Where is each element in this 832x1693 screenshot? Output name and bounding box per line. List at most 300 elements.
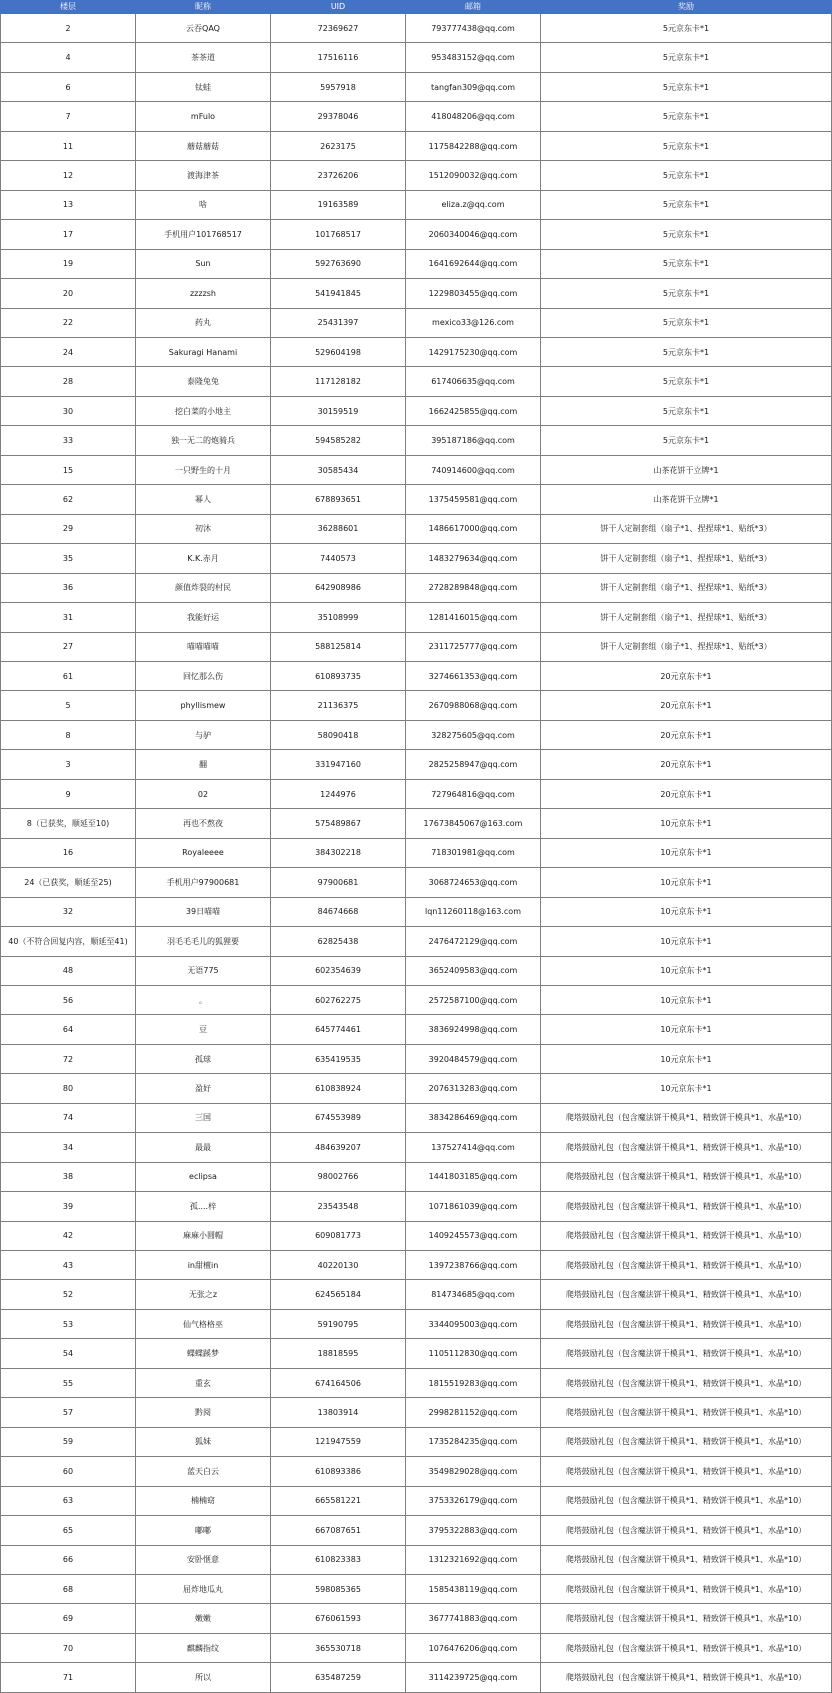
cell-uid: 30159519 [271, 396, 406, 425]
cell-uid: 667087651 [271, 1516, 406, 1545]
table-row [1, 337, 832, 366]
cell-uid: 384302218 [271, 838, 406, 867]
cell-email: 3834286469@qq.com [406, 1103, 541, 1132]
cell-uid: 2623175 [271, 131, 406, 160]
cell-floor: 43 [1, 1251, 136, 1280]
cell-floor: 72 [1, 1044, 136, 1073]
cell-nickname: 羽毛毛毛儿的狐狸要 [136, 927, 271, 956]
cell-floor: 12 [1, 161, 136, 190]
cell-email: 2476472129@qq.com [406, 927, 541, 956]
cell-nickname: 最最 [136, 1133, 271, 1162]
cell-prize: 5元京东卡*1 [541, 72, 832, 101]
cell-email: tangfan309@qq.com [406, 72, 541, 101]
cell-floor: 68 [1, 1575, 136, 1604]
cell-uid: 602354639 [271, 956, 406, 985]
cell-floor: 28 [1, 367, 136, 396]
cell-nickname: 初沐 [136, 514, 271, 543]
cell-prize: 5元京东卡*1 [541, 14, 832, 43]
cell-prize: 10元京东卡*1 [541, 809, 832, 838]
cell-nickname: 屈炸地瓜丸 [136, 1575, 271, 1604]
cell-uid: 1244976 [271, 779, 406, 808]
cell-uid: 13803914 [271, 1398, 406, 1427]
cell-uid: 529604198 [271, 337, 406, 366]
cell-floor: 36 [1, 573, 136, 602]
table-row [1, 838, 832, 867]
cell-prize: 爬塔鼓励礼包（包含魔法饼干模具*1、精致饼干模具*1、水晶*10） [541, 1133, 832, 1162]
cell-email: 814734685@qq.com [406, 1280, 541, 1309]
cell-nickname: 手机用户97900681 [136, 868, 271, 897]
cell-prize: 5元京东卡*1 [541, 131, 832, 160]
cell-email: 793777438@qq.com [406, 14, 541, 43]
cell-floor: 32 [1, 897, 136, 926]
cell-uid: 665581221 [271, 1486, 406, 1515]
cell-prize: 10元京东卡*1 [541, 1015, 832, 1044]
cell-prize: 爬塔鼓励礼包（包含魔法饼干模具*1、精致饼干模具*1、水晶*10） [541, 1280, 832, 1309]
cell-email: 3920484579@qq.com [406, 1044, 541, 1073]
table-row [1, 1133, 832, 1162]
cell-prize: 5元京东卡*1 [541, 43, 832, 72]
table-row [1, 1309, 832, 1338]
table-row [1, 1251, 832, 1280]
table-row [1, 426, 832, 455]
cell-uid: 29378046 [271, 102, 406, 131]
cell-prize: 爬塔鼓励礼包（包含魔法饼干模具*1、精致饼干模具*1、水晶*10） [541, 1339, 832, 1368]
cell-prize: 爬塔鼓励礼包（包含魔法饼干模具*1、精致饼干模具*1、水晶*10） [541, 1516, 832, 1545]
cell-prize: 爬塔鼓励礼包（包含魔法饼干模具*1、精致饼干模具*1、水晶*10） [541, 1633, 832, 1662]
header-prize: 奖励 [541, 1, 832, 14]
cell-prize: 爬塔鼓励礼包（包含魔法饼干模具*1、精致饼干模具*1、水晶*10） [541, 1309, 832, 1338]
cell-nickname: 豆 [136, 1015, 271, 1044]
cell-prize: 20元京东卡*1 [541, 750, 832, 779]
cell-email: 17673845067@163.com [406, 809, 541, 838]
cell-email: 3795322883@qq.com [406, 1516, 541, 1545]
cell-email: 1735284235@qq.com [406, 1427, 541, 1456]
cell-uid: 610893386 [271, 1457, 406, 1486]
table-row [1, 927, 832, 956]
cell-nickname: 独一无二的炮骑兵 [136, 426, 271, 455]
cell-email: eliza.z@qq.com [406, 190, 541, 219]
cell-floor: 60 [1, 1457, 136, 1486]
cell-floor: 17 [1, 220, 136, 249]
cell-email: 137527414@qq.com [406, 1133, 541, 1162]
header-row [1, 1, 832, 14]
cell-uid: 365530718 [271, 1633, 406, 1662]
cell-uid: 23726206 [271, 161, 406, 190]
cell-uid: 35108999 [271, 603, 406, 632]
cell-floor: 64 [1, 1015, 136, 1044]
cell-prize: 5元京东卡*1 [541, 308, 832, 337]
table-row [1, 308, 832, 337]
cell-nickname: 幂人 [136, 485, 271, 514]
cell-prize: 山茶花饼干立牌*1 [541, 455, 832, 484]
cell-email: 2572587100@qq.com [406, 985, 541, 1014]
table-row [1, 1368, 832, 1397]
cell-floor: 13 [1, 190, 136, 219]
cell-prize: 5元京东卡*1 [541, 190, 832, 219]
cell-prize: 10元京东卡*1 [541, 985, 832, 1014]
cell-prize: 爬塔鼓励礼包（包含魔法饼干模具*1、精致饼干模具*1、水晶*10） [541, 1221, 832, 1250]
cell-prize: 10元京东卡*1 [541, 927, 832, 956]
cell-nickname: 我能好运 [136, 603, 271, 632]
cell-floor: 80 [1, 1074, 136, 1103]
header-email: 邮箱 [406, 1, 541, 14]
cell-email: 740914600@qq.com [406, 455, 541, 484]
table-row [1, 514, 832, 543]
cell-email: lqn11260118@163.com [406, 897, 541, 926]
cell-uid: 98002766 [271, 1162, 406, 1191]
cell-prize: 5元京东卡*1 [541, 337, 832, 366]
table-row [1, 1604, 832, 1633]
cell-floor: 54 [1, 1339, 136, 1368]
cell-nickname: 啥 [136, 190, 271, 219]
cell-uid: 592763690 [271, 249, 406, 278]
cell-uid: 19163589 [271, 190, 406, 219]
cell-uid: 635487259 [271, 1663, 406, 1692]
cell-email: 2060340046@qq.com [406, 220, 541, 249]
cell-prize: 10元京东卡*1 [541, 1044, 832, 1073]
cell-email: 617406635@qq.com [406, 367, 541, 396]
cell-email: 3677741883@qq.com [406, 1604, 541, 1633]
table-body [1, 14, 832, 1693]
cell-uid: 610893735 [271, 661, 406, 690]
cell-prize: 5元京东卡*1 [541, 249, 832, 278]
table-row [1, 1015, 832, 1044]
cell-uid: 7440573 [271, 544, 406, 573]
cell-uid: 23543548 [271, 1192, 406, 1221]
cell-email: 1409245573@qq.com [406, 1221, 541, 1250]
cell-uid: 117128182 [271, 367, 406, 396]
table-row [1, 956, 832, 985]
cell-email: 1105112830@qq.com [406, 1339, 541, 1368]
table-row [1, 691, 832, 720]
table-row [1, 1192, 832, 1221]
table-row [1, 131, 832, 160]
cell-uid: 645774461 [271, 1015, 406, 1044]
cell-nickname: 无张之z [136, 1280, 271, 1309]
cell-nickname: 挖白菜的小地主 [136, 396, 271, 425]
cell-nickname: K.K.赤月 [136, 544, 271, 573]
cell-nickname: 嫩嫩 [136, 1604, 271, 1633]
cell-email: 1076476206@qq.com [406, 1633, 541, 1662]
cell-uid: 59190795 [271, 1309, 406, 1338]
cell-nickname: 云吞QAQ [136, 14, 271, 43]
cell-prize: 10元京东卡*1 [541, 897, 832, 926]
cell-email: 2825258947@qq.com [406, 750, 541, 779]
table-row [1, 1103, 832, 1132]
cell-nickname: 泰隆兔兔 [136, 367, 271, 396]
cell-floor: 4 [1, 43, 136, 72]
table-row [1, 750, 832, 779]
cell-nickname: 麒麟指纹 [136, 1633, 271, 1662]
table-row [1, 603, 832, 632]
cell-prize: 20元京东卡*1 [541, 691, 832, 720]
cell-uid: 575489867 [271, 809, 406, 838]
cell-prize: 10元京东卡*1 [541, 868, 832, 897]
cell-nickname: 渡海津茶 [136, 161, 271, 190]
cell-prize: 爬塔鼓励礼包（包含魔法饼干模具*1、精致饼干模具*1、水晶*10） [541, 1251, 832, 1280]
cell-email: 1441803185@qq.com [406, 1162, 541, 1191]
cell-floor: 15 [1, 455, 136, 484]
cell-email: 1486617000@qq.com [406, 514, 541, 543]
cell-prize: 5元京东卡*1 [541, 161, 832, 190]
cell-uid: 30585434 [271, 455, 406, 484]
cell-prize: 爬塔鼓励礼包（包含魔法饼干模具*1、精致饼干模具*1、水晶*10） [541, 1663, 832, 1692]
cell-email: 418048206@qq.com [406, 102, 541, 131]
cell-uid: 62825438 [271, 927, 406, 956]
cell-uid: 331947160 [271, 750, 406, 779]
cell-uid: 17516116 [271, 43, 406, 72]
table-row [1, 485, 832, 514]
cell-email: 1281416015@qq.com [406, 603, 541, 632]
cell-floor: 63 [1, 1486, 136, 1515]
cell-prize: 爬塔鼓励礼包（包含魔法饼干模具*1、精致饼干模具*1、水晶*10） [541, 1192, 832, 1221]
cell-nickname: 麻麻小圆帽 [136, 1221, 271, 1250]
cell-nickname: 孤球 [136, 1044, 271, 1073]
table-row [1, 1663, 832, 1692]
cell-email: 1641692644@qq.com [406, 249, 541, 278]
cell-nickname: 钛蛙 [136, 72, 271, 101]
cell-floor: 65 [1, 1516, 136, 1545]
cell-floor: 30 [1, 396, 136, 425]
cell-uid: 610823383 [271, 1545, 406, 1574]
cell-uid: 58090418 [271, 720, 406, 749]
table-row [1, 220, 832, 249]
table-row [1, 396, 832, 425]
cell-uid: 121947559 [271, 1427, 406, 1456]
cell-floor: 42 [1, 1221, 136, 1250]
cell-nickname: 翻 [136, 750, 271, 779]
cell-prize: 爬塔鼓励礼包（包含魔法饼干模具*1、精致饼干模具*1、水晶*10） [541, 1457, 832, 1486]
cell-floor: 70 [1, 1633, 136, 1662]
cell-email: 3652409583@qq.com [406, 956, 541, 985]
cell-email: 2076313283@qq.com [406, 1074, 541, 1103]
cell-uid: 541941845 [271, 279, 406, 308]
cell-nickname: 黔阅 [136, 1398, 271, 1427]
table-row [1, 190, 832, 219]
cell-floor: 8（已获奖，顺延至10) [1, 809, 136, 838]
cell-floor: 7 [1, 102, 136, 131]
cell-uid: 674164506 [271, 1368, 406, 1397]
table-row [1, 1545, 832, 1574]
cell-uid: 609081773 [271, 1221, 406, 1250]
cell-email: 1229803455@qq.com [406, 279, 541, 308]
table-row [1, 1339, 832, 1368]
cell-floor: 19 [1, 249, 136, 278]
cell-nickname: 蘑菇蘑菇 [136, 131, 271, 160]
cell-email: 1397238766@qq.com [406, 1251, 541, 1280]
cell-nickname: 盈好 [136, 1074, 271, 1103]
cell-nickname: 孤....梓 [136, 1192, 271, 1221]
table-row [1, 43, 832, 72]
cell-nickname: 所以 [136, 1663, 271, 1692]
table-row [1, 279, 832, 308]
cell-uid: 18818595 [271, 1339, 406, 1368]
cell-prize: 饼干人定制套组（扇子*1、捏捏球*1、贴纸*3） [541, 603, 832, 632]
cell-nickname: mFulo [136, 102, 271, 131]
cell-nickname: 狐妹 [136, 1427, 271, 1456]
cell-floor: 71 [1, 1663, 136, 1692]
header-uid: UID [271, 1, 406, 14]
cell-nickname: phyllismew [136, 691, 271, 720]
cell-prize: 饼干人定制套组（扇子*1、捏捏球*1、贴纸*3） [541, 573, 832, 602]
cell-floor: 66 [1, 1545, 136, 1574]
cell-floor: 55 [1, 1368, 136, 1397]
table-row [1, 1074, 832, 1103]
cell-email: 3549829028@qq.com [406, 1457, 541, 1486]
table-row [1, 1427, 832, 1456]
cell-floor: 3 [1, 750, 136, 779]
cell-floor: 2 [1, 14, 136, 43]
cell-nickname: in甜檀in [136, 1251, 271, 1280]
table-row [1, 249, 832, 278]
cell-floor: 53 [1, 1309, 136, 1338]
table-row [1, 1280, 832, 1309]
cell-email: 2670988068@qq.com [406, 691, 541, 720]
cell-prize: 山茶花饼干立牌*1 [541, 485, 832, 514]
cell-nickname: 楠楠窈 [136, 1486, 271, 1515]
table-row [1, 14, 832, 43]
cell-floor: 35 [1, 544, 136, 573]
cell-email: 395187186@qq.com [406, 426, 541, 455]
cell-floor: 61 [1, 661, 136, 690]
cell-email: 328275605@qq.com [406, 720, 541, 749]
cell-floor: 34 [1, 1133, 136, 1162]
table-row [1, 720, 832, 749]
cell-floor: 24 [1, 337, 136, 366]
cell-floor: 69 [1, 1604, 136, 1633]
cell-floor: 39 [1, 1192, 136, 1221]
header-nickname: 昵称 [136, 1, 271, 14]
header-floor: 楼层 [1, 1, 136, 14]
cell-nickname: 安卧惬意 [136, 1545, 271, 1574]
cell-prize: 饼干人定制套组（扇子*1、捏捏球*1、贴纸*3） [541, 514, 832, 543]
cell-email: 3753326179@qq.com [406, 1486, 541, 1515]
cell-email: 1585438119@qq.com [406, 1575, 541, 1604]
cell-nickname: 与驴 [136, 720, 271, 749]
cell-prize: 爬塔鼓励礼包（包含魔法饼干模具*1、精致饼干模具*1、水晶*10） [541, 1486, 832, 1515]
cell-uid: 594585282 [271, 426, 406, 455]
cell-nickname: 无语775 [136, 956, 271, 985]
cell-floor: 59 [1, 1427, 136, 1456]
cell-nickname: eclipsa [136, 1162, 271, 1191]
cell-floor: 56 [1, 985, 136, 1014]
table-row [1, 868, 832, 897]
cell-nickname: 喵喵喵喵 [136, 632, 271, 661]
cell-nickname: 茶茶道 [136, 43, 271, 72]
cell-nickname: 手机用户101768517 [136, 220, 271, 249]
cell-email: 3068724653@qq.com [406, 868, 541, 897]
cell-prize: 饼干人定制套组（扇子*1、捏捏球*1、贴纸*3） [541, 632, 832, 661]
cell-email: 1483279634@qq.com [406, 544, 541, 573]
cell-nickname: 回忆那么伤 [136, 661, 271, 690]
table-row [1, 985, 832, 1014]
cell-email: 1662425855@qq.com [406, 396, 541, 425]
cell-floor: 27 [1, 632, 136, 661]
table-row [1, 1221, 832, 1250]
table-row [1, 161, 832, 190]
cell-floor: 5 [1, 691, 136, 720]
cell-floor: 8 [1, 720, 136, 749]
table-row [1, 632, 832, 661]
table-row [1, 573, 832, 602]
cell-email: 3344095003@qq.com [406, 1309, 541, 1338]
cell-prize: 爬塔鼓励礼包（包含魔法饼干模具*1、精致饼干模具*1、水晶*10） [541, 1604, 832, 1633]
cell-uid: 101768517 [271, 220, 406, 249]
cell-uid: 21136375 [271, 691, 406, 720]
cell-email: 1375459581@qq.com [406, 485, 541, 514]
cell-uid: 25431397 [271, 308, 406, 337]
cell-floor: 31 [1, 603, 136, 632]
cell-floor: 20 [1, 279, 136, 308]
cell-email: 3836924998@qq.com [406, 1015, 541, 1044]
table-row [1, 1457, 832, 1486]
cell-nickname: 蝶蝶蹊梦 [136, 1339, 271, 1368]
cell-nickname: Sun [136, 249, 271, 278]
cell-prize: 爬塔鼓励礼包（包含魔法饼干模具*1、精致饼干模具*1、水晶*10） [541, 1162, 832, 1191]
cell-floor: 52 [1, 1280, 136, 1309]
cell-floor: 9 [1, 779, 136, 808]
cell-uid: 5957918 [271, 72, 406, 101]
cell-uid: 635419535 [271, 1044, 406, 1073]
table-row [1, 1516, 832, 1545]
table-row [1, 779, 832, 808]
cell-floor: 33 [1, 426, 136, 455]
cell-prize: 爬塔鼓励礼包（包含魔法饼干模具*1、精致饼干模具*1、水晶*10） [541, 1545, 832, 1574]
cell-floor: 11 [1, 131, 136, 160]
table-row [1, 1486, 832, 1515]
cell-prize: 饼干人定制套组（扇子*1、捏捏球*1、贴纸*3） [541, 544, 832, 573]
cell-uid: 610838924 [271, 1074, 406, 1103]
cell-prize: 爬塔鼓励礼包（包含魔法饼干模具*1、精致饼干模具*1、水晶*10） [541, 1398, 832, 1427]
cell-email: 2998281152@qq.com [406, 1398, 541, 1427]
table-row [1, 1398, 832, 1427]
cell-nickname: 再也不熬夜 [136, 809, 271, 838]
cell-prize: 5元京东卡*1 [541, 102, 832, 131]
table-header [1, 1, 832, 14]
cell-nickname: 39日喵喵 [136, 897, 271, 926]
cell-prize: 爬塔鼓励礼包（包含魔法饼干模具*1、精致饼干模具*1、水晶*10） [541, 1427, 832, 1456]
cell-uid: 602762275 [271, 985, 406, 1014]
cell-email: mexico33@126.com [406, 308, 541, 337]
cell-nickname: Royaleeee [136, 838, 271, 867]
cell-uid: 642908986 [271, 573, 406, 602]
cell-uid: 97900681 [271, 868, 406, 897]
cell-uid: 678893651 [271, 485, 406, 514]
table-row [1, 455, 832, 484]
cell-uid: 484639207 [271, 1133, 406, 1162]
cell-email: 1312321692@qq.com [406, 1545, 541, 1574]
cell-nickname: 嘟嘟 [136, 1516, 271, 1545]
cell-nickname: 02 [136, 779, 271, 808]
table-row [1, 1575, 832, 1604]
cell-uid: 40220130 [271, 1251, 406, 1280]
cell-nickname: 一只野生的十月 [136, 455, 271, 484]
cell-floor: 74 [1, 1103, 136, 1132]
cell-floor: 40（不符合回复内容，顺延至41) [1, 927, 136, 956]
cell-prize: 5元京东卡*1 [541, 426, 832, 455]
cell-uid: 598085365 [271, 1575, 406, 1604]
cell-nickname: 仙气格格巫 [136, 1309, 271, 1338]
cell-nickname: 重玄 [136, 1368, 271, 1397]
cell-prize: 20元京东卡*1 [541, 720, 832, 749]
table-row [1, 661, 832, 690]
cell-uid: 624565184 [271, 1280, 406, 1309]
cell-email: 1175842288@qq.com [406, 131, 541, 160]
cell-uid: 674553989 [271, 1103, 406, 1132]
cell-nickname: 。 [136, 985, 271, 1014]
cell-email: 1512090032@qq.com [406, 161, 541, 190]
cell-email: 727964816@qq.com [406, 779, 541, 808]
